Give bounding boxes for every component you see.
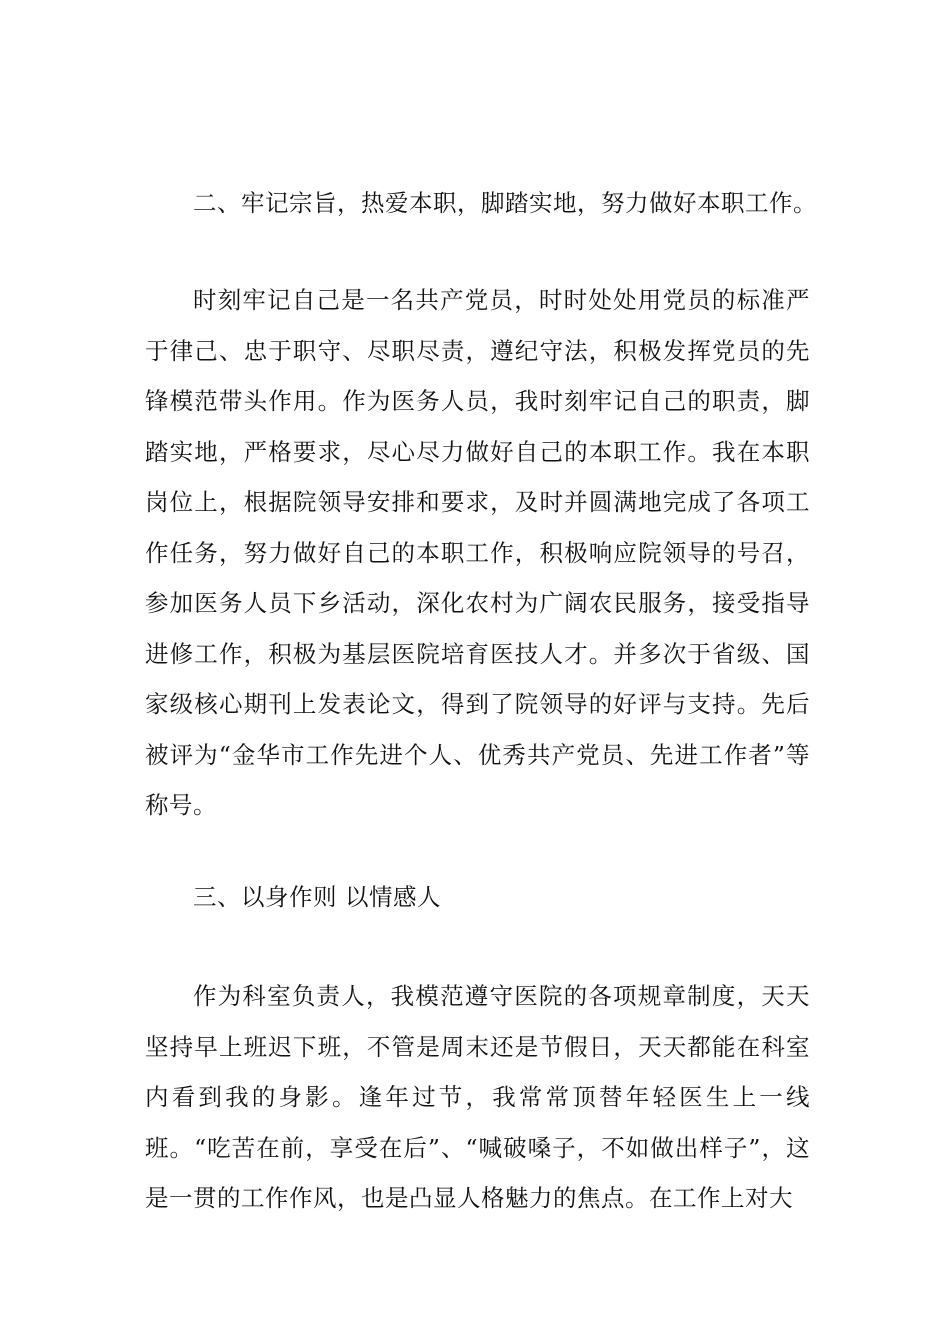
section-heading-3: 三、以身作则 以情感人 [193, 883, 441, 911]
section-heading-2: 二、牢记宗旨，热爱本职，脚踏实地，努力做好本职工作。 [193, 189, 817, 217]
paragraph-2: 时刻牢记自己是一名共产党员，时时处处用党员的标准严于律己、忠于职守、尽职尽责，遵纪守法，积极发挥党员的先锋模范带头作用。作为医务人员，我时刻牢记自己的职责，脚踏实地，严格要求，尽心尽力做好自己的本职工作。我在本职岗位上，根据院领导安排和要求，及时并圆满地完成了各项工作任务，努力做好自己的本职工作，积极响应院领导的号召，参加医务人员下乡活动，深化农村为广阔农民服务，接受指导进修工作，积极为基层医院培育医技人才。并多次于省级、国家级核心期刊上发表论文，得到了院领导的好评与支持。先后被评为“金华市工作先进个人、优秀共产党员、先进工作者”等称号。 [145, 286, 810, 819]
paragraph-3: 作为科室负责人，我模范遵守医院的各项规章制度，天天坚持早上班迟下班，不管是周末还是节假日，天天都能在科室内看到我的身影。逢年过节，我常常顶替年轻医生上一线班。“吃苦在前，享受在后”、“喊破嗓子，不如做出样子”，这是一贯的工作作风，也是凸显人格魅力的焦点。在工作上对大 [145, 982, 810, 1212]
